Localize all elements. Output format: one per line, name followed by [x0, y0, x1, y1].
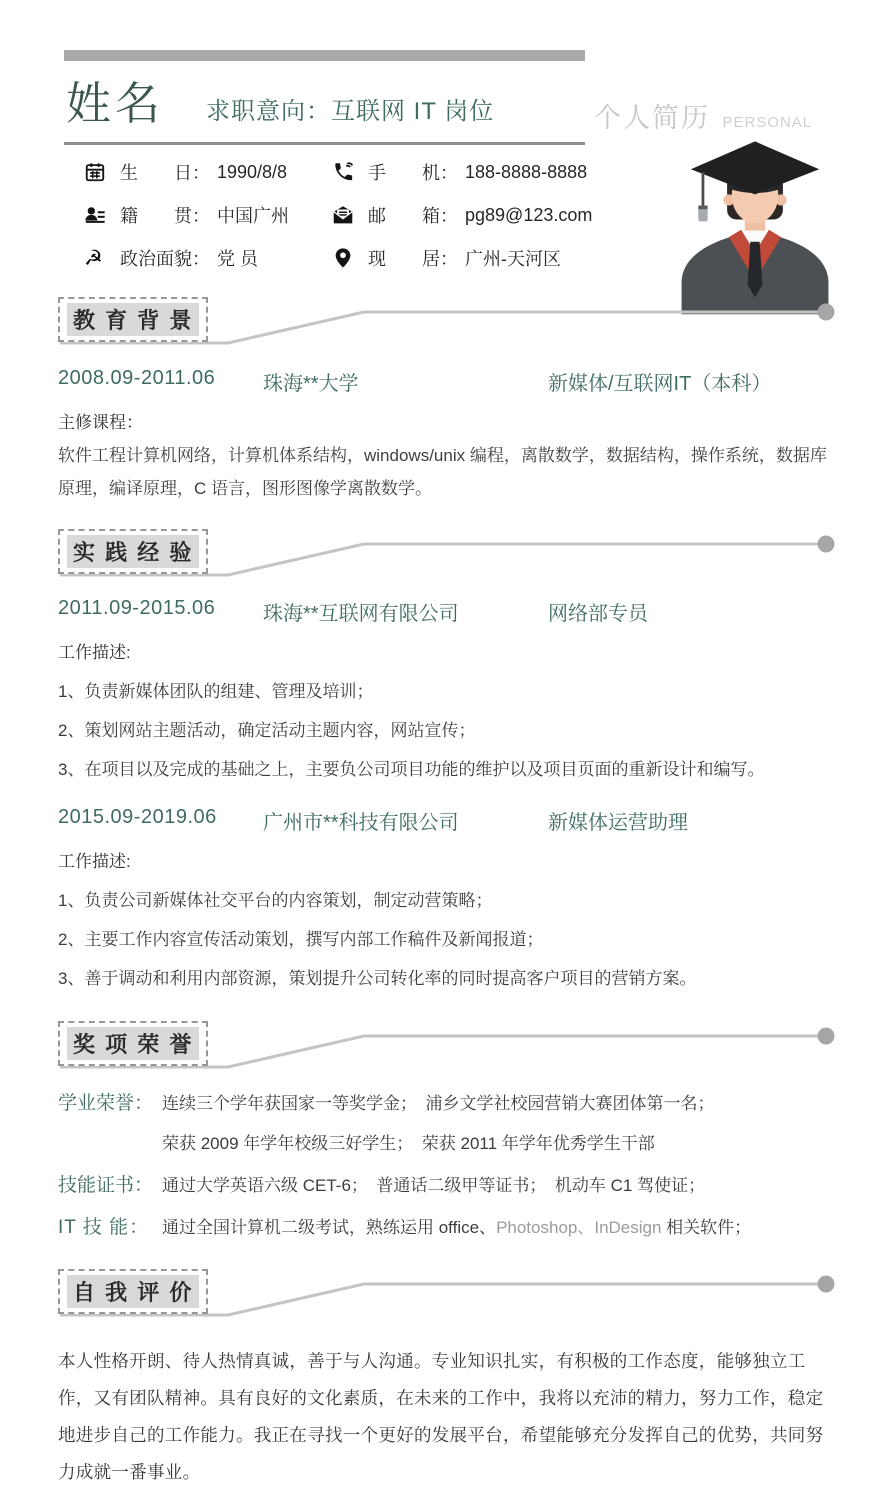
award-row-academic — [58, 1088, 836, 1117]
self-evaluation-text: 本人性格开朗、待人热情真诚，善于与人沟通。专业知识扎实，有积极的工作态度，能够独立工作，又有团队精神。具有良好的文化素质，在未来的工作中，我将以充沛的精力，努力工作，稳定地进步自己的工作能力。我正在寻找一个更好的发展平台，希望能够充分发挥自己的优势，共同努力成就一番事业。 — [58, 1351, 824, 1482]
info-birthday — [84, 159, 332, 185]
job-desc-item: 1、负责公司新媒体社交平台的内容策划，制定动营策略； — [58, 891, 493, 910]
personal-info-grid — [84, 159, 604, 271]
info-label: 手 机： — [368, 163, 458, 183]
info-label: 生 日： — [120, 163, 210, 183]
job-desc-item: 1、负责新媒体团队的组建、管理及培训； — [58, 682, 374, 701]
job-company: 广州市**科技有限公司 — [263, 812, 459, 834]
job-company: 珠海**互联网有限公司 — [263, 603, 459, 625]
job-intent — [206, 91, 494, 126]
it-skill-text: 通过全国计算机二级考试，熟练运用 office、 — [162, 1218, 497, 1237]
education-period: 2008.09-2011.06 — [58, 367, 216, 389]
info-residence — [332, 245, 604, 271]
job-role: 新媒体运营助理 — [548, 812, 688, 834]
info-political-status — [84, 245, 332, 271]
section-education — [0, 295, 871, 505]
info-label: 邮 箱： — [368, 206, 458, 226]
party-icon: ☭ — [84, 246, 103, 270]
graduate-avatar-illustration — [676, 136, 834, 316]
job-desc-label: 工作描述: — [58, 643, 131, 662]
calendar-icon — [84, 161, 106, 183]
award-label: IT 技 能： — [58, 1217, 150, 1238]
job-desc-label: 工作描述: — [58, 852, 131, 871]
info-label: 籍 贯： — [120, 206, 210, 226]
job-desc-item: 2、主要工作内容宣传活动策划，撰写内部工作稿件及新闻报道； — [58, 930, 544, 949]
experience-job-2 — [58, 806, 836, 989]
brand-label — [594, 96, 812, 135]
section-title-box — [58, 297, 208, 342]
section-title-education: 教 育 背 景 — [67, 303, 199, 336]
award-label: 技能证书： — [58, 1175, 154, 1196]
section-self-evaluation — [0, 1267, 871, 1491]
id-card-icon — [84, 204, 106, 226]
award-text: 连续三个学年获国家一等奖学金； 浦乡文学社校园营销大赛团体第一名； — [162, 1094, 715, 1113]
phone-icon — [332, 161, 354, 183]
info-value: 广州-天河区 — [465, 249, 561, 269]
award-text — [162, 1214, 751, 1241]
job-role: 网络部专员 — [548, 603, 648, 625]
brand-cn: 个人简历 — [594, 103, 710, 133]
job-heading — [58, 597, 836, 626]
job-period: 2011.09-2015.06 — [58, 597, 216, 619]
section-experience — [0, 527, 871, 989]
candidate-name: 姓名 — [66, 78, 165, 129]
location-icon — [332, 247, 354, 269]
info-value: 中国广州 — [217, 206, 289, 226]
resume-page — [0, 50, 871, 1482]
award-text: 通过大学英语六级 CET-6； 普通话二级甲等证书； 机动车 C1 驾使证； — [162, 1176, 706, 1195]
award-row-academic-cont — [58, 1130, 836, 1157]
education-school: 珠海**大学 — [263, 373, 359, 395]
mail-icon — [332, 204, 354, 226]
section-awards — [0, 1019, 871, 1241]
info-phone — [332, 159, 604, 185]
award-text: 荣获 2009 年学年校级三好学生； 荣获 2011 年学年优秀学生干部 — [162, 1134, 655, 1153]
avatar — [676, 136, 834, 316]
job-intent-value: 互联网 IT 岗位 — [331, 98, 495, 125]
job-period: 2015.09-2019.06 — [58, 806, 217, 828]
job-heading — [58, 806, 836, 835]
course-text: 软件工程计算机网络，计算机体系结构，windows/unix 编程，离散数学，数据结构，操作系统，数据库原理，编译原理，C 语言，图形图像学离散数学。 — [58, 446, 827, 498]
info-value: pg89@123.com — [465, 204, 593, 225]
award-label: 学业荣誉： — [58, 1093, 154, 1114]
experience-job-1 — [58, 597, 836, 780]
header-accent-bar — [64, 50, 585, 61]
job-desc-item: 2、策划网站主题活动，确定活动主题内容，网站宣传； — [58, 721, 476, 740]
education-major: 新媒体/互联网IT（本科） — [548, 373, 772, 395]
education-entry — [58, 367, 836, 396]
job-intent-label: 求职意向： — [206, 98, 332, 125]
it-skill-text-after: 相关软件； — [661, 1218, 752, 1237]
info-value: 党 员 — [217, 249, 259, 269]
info-label: 政治面貌： — [120, 249, 210, 269]
info-label: 现 居： — [368, 249, 458, 269]
section-title-experience: 实 践 经 验 — [67, 535, 199, 568]
info-value: 188-8888-8888 — [465, 161, 588, 182]
section-title-box — [58, 1269, 208, 1314]
section-title-box — [58, 529, 208, 574]
brand-en: PERSONAL — [722, 114, 813, 131]
section-title-self-evaluation: 自 我 评 价 — [67, 1275, 199, 1308]
job-desc-item: 3、善于调动和利用内部资源，策划提升公司转化率的同时提高客户项目的营销方案。 — [58, 969, 697, 988]
it-skill-software-gray: Photoshop、InDesign — [496, 1218, 662, 1237]
course-label: 主修课程： — [58, 413, 143, 432]
award-row-certificates — [58, 1170, 836, 1199]
header-rule — [64, 142, 585, 145]
award-row-it-skills — [58, 1212, 836, 1241]
info-email — [332, 202, 604, 228]
section-title-box — [58, 1021, 208, 1066]
info-hometown — [84, 202, 332, 228]
section-title-awards: 奖 项 荣 誉 — [67, 1027, 199, 1060]
job-desc-item: 3、在项目以及完成的基础之上，主要负公司项目功能的维护以及项目页面的重新设计和编写。 — [58, 760, 765, 779]
info-value: 1990/8/8 — [217, 161, 288, 182]
